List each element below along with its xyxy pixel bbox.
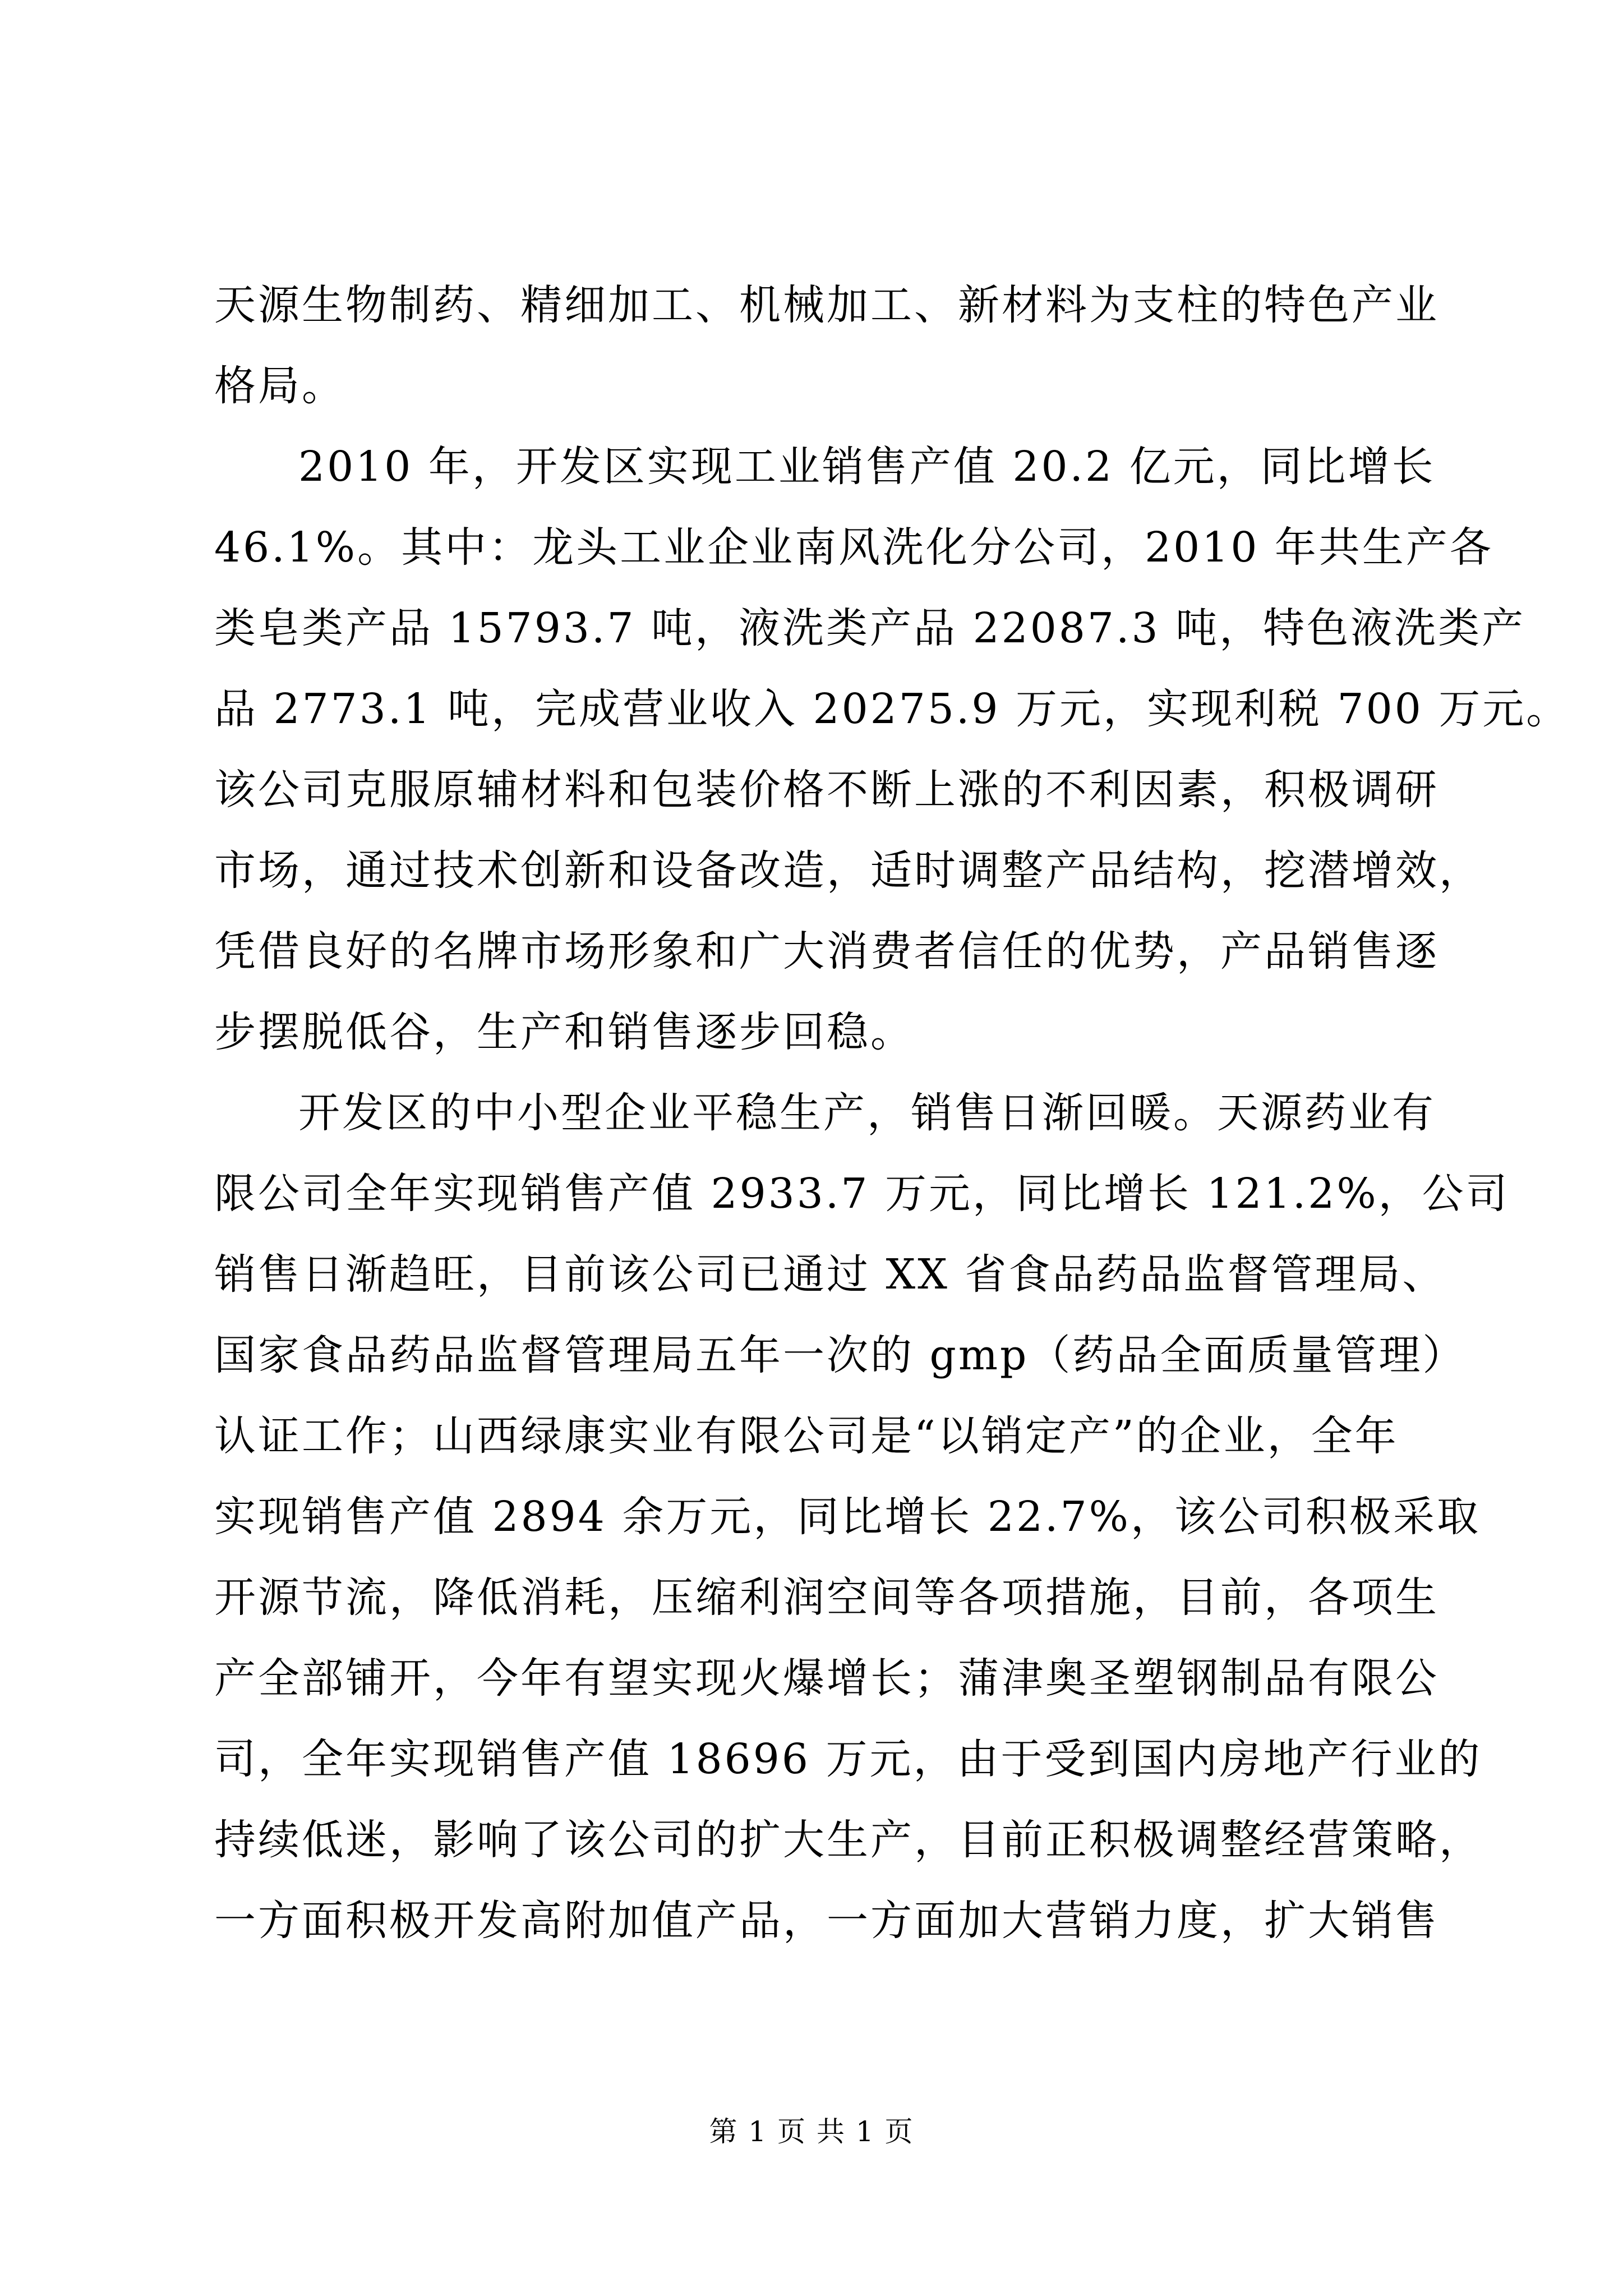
- page-number-footer: 第 1 页 共 1 页: [709, 2115, 914, 2148]
- text-line: 开源节流，降低消耗，压缩利润空间等各项措施，目前，各项生: [214, 1573, 1439, 1622]
- text-line: 认证工作；山西绿康实业有限公司是“以销定产”的企业，全年: [214, 1412, 1399, 1460]
- text-line: 凭借良好的名牌市场形象和广大消费者信任的优势，产品销售逐: [214, 927, 1439, 976]
- text-line: 步摆脱低谷，生产和销售逐步回稳。: [214, 1008, 914, 1056]
- text-line: 品 2773.1 吨，完成营业收入 20275.9 万元，实现利税 700 万元。: [214, 685, 1570, 733]
- text-line: 市场，通过技术创新和设备改造，适时调整产品结构，挖潜增效，: [214, 846, 1483, 895]
- text-line: 格局。: [214, 362, 345, 410]
- text-line: 天源生物制药、精细加工、机械加工、新材料为支柱的特色产业: [214, 281, 1439, 329]
- text-line: 销售日渐趋旺，目前该公司已通过 XX 省食品药品监督管理局、: [214, 1250, 1446, 1299]
- text-line: 持续低迷，影响了该公司的扩大生产，目前正积极调整经营策略，: [214, 1816, 1483, 1864]
- text-line: 一方面积极开发高附加值产品，一方面加大营销力度，扩大销售: [214, 1897, 1439, 1945]
- document-body: [214, 265, 1570, 1961]
- text-line: 司，全年实现销售产值 18696 万元，由于受到国内房地产行业的: [214, 1735, 1482, 1783]
- text-line: 类皂类产品 15793.7 吨，液洗类产品 22087.3 吨，特色液洗类产: [214, 604, 1526, 652]
- text-line: 46.1%。其中：龙头工业企业南风洗化分公司，2010 年共生产各: [214, 523, 1493, 572]
- text-line: 实现销售产值 2894 余万元，同比增长 22.7%，该公司积极采取: [214, 1493, 1481, 1541]
- text-line: 国家食品药品监督管理局五年一次的 gmp（药品全面质量管理）: [214, 1331, 1467, 1379]
- paragraph-start-line: 2010 年，开发区实现工业销售产值 20.2 亿元，同比增长: [298, 443, 1436, 491]
- text-line: 产全部铺开，今年有望实现火爆增长；蒲津奥圣塑钢制品有限公: [214, 1654, 1439, 1703]
- text-line: 该公司克服原辅材料和包装价格不断上涨的不利因素，积极调研: [214, 766, 1439, 814]
- text-line: 限公司全年实现销售产值 2933.7 万元，同比增长 121.2%，公司: [214, 1170, 1510, 1218]
- paragraph-start-line: 开发区的中小型企业平稳生产，销售日渐回暖。天源药业有: [298, 1089, 1436, 1137]
